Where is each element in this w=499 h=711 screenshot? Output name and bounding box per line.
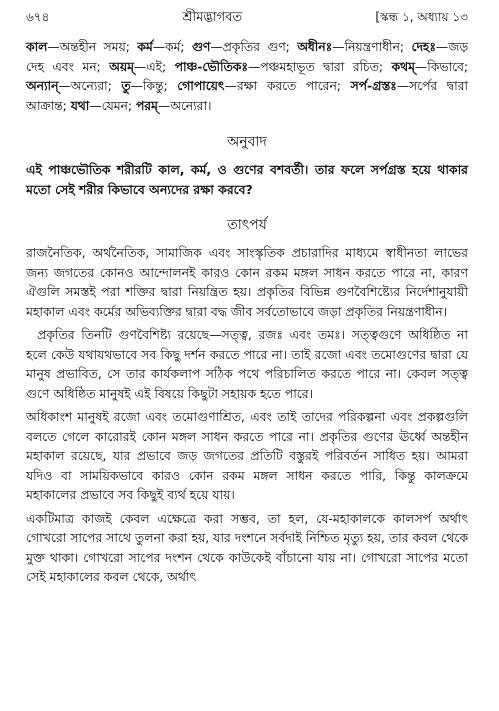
synonym-term: যথা — [70, 98, 90, 113]
synonym-meaning: —প্রকৃতির গুণ; — [210, 40, 298, 54]
purport-paragraph: অধিকাংশ মানুষই রজো এবং তমোগুণাশ্রিত, এবং তাই তাদের পরিকল্পনা এবং প্রকল্পগুলি বলতে গেলে কারোরই কোন মঙ্গল সাধন করতে পারে না। প্রকৃতির গুণের ঊর্ধ্বে অন্তহীন মহাকাল রয়েছে, যার প্রভাবে জড় জগতের প্রতিটি বস্তুরই পরিবর্তন সাধিত হয়। আমরা যদিও বা সাময়িকভাবে কারও কোন রকম মঙ্গল সাধন করতে পারি, কিন্তু কালক্রমে মহাকালের প্রভাবে সব কিছুই ব্যর্থ হয়ে যায়। — [26, 409, 468, 503]
synonym-term: কর্ম — [137, 40, 153, 54]
synonym-meaning: —অন্যেরা। — [157, 98, 212, 113]
synonym-meaning: —রক্ষা করতে পারেন; — [224, 79, 351, 94]
word-for-word-synonyms — [26, 38, 468, 116]
synonym-meaning: —অন্যেরা; — [58, 79, 122, 94]
synonym-term: অয়ম্ — [109, 59, 134, 74]
purport-paragraph: প্রকৃতির তিনটি গুণবৈশিষ্ট্য রয়েছে—সত্ত্ব, রজঃ এবং তমঃ। সত্ত্বগুণে অধিষ্ঠিত না হলে কেউ যথাযথভাবে সব কিছু দর্শন করতে পারে না। তাই রজো এবং তমোগুণের দ্বারা যে মানুষ প্রভাবিত, সে তার কার্যকলাপ সঠিক পথে পরিচালিত করতে পারে না। কেবল সত্ত্ব গুণে অধিষ্ঠিত মানুষই এই বিষয়ে কিছুটা সহায়ক হতে পারে। — [26, 327, 468, 401]
synonym-meaning: —জড় দেহ এবং মন; — [26, 40, 468, 74]
synonym-meaning: —নিয়ন্ত্রণাধীন; — [332, 40, 412, 54]
synonym-meaning: —যেমন; — [89, 98, 136, 113]
page-number: ৬৭৪ — [26, 10, 50, 24]
page-header — [26, 8, 468, 30]
synonym-meaning: —কিন্তু; — [130, 79, 178, 94]
purport-body — [26, 243, 468, 587]
synonym-meaning: —সর্পের দ্বারা আক্রান্ত; — [26, 79, 468, 113]
synonym-term: কথম্ — [391, 59, 415, 74]
chapter-reference: [স্কন্ধ ১, অধ্যায় ১৩ — [375, 10, 468, 24]
synonym-meaning: —পঞ্চমহাভূত দ্বারা রচিত; — [247, 59, 392, 74]
synonym-term: গোপায়েৎ — [177, 79, 225, 94]
synonym-term: পরম্ — [135, 98, 158, 113]
synonym-term: অন্যান্ — [26, 79, 59, 94]
synonym-term: তু — [121, 79, 131, 94]
purport-heading: তাৎপর্য — [227, 217, 267, 234]
purport-paragraph: একটিমাত্র কাজই কেবল এক্ষেত্রে করা সম্ভব, তা হল, যে-মহাকালকে কালসর্প অর্থাৎ গোখরো সাপের সাথে তুলনা করা হয়, যার দংশনে সর্বদাই নিশ্চিত মৃত্যু হয়, তার কবল থেকে মুক্ত থাকা। গোখরো সাপের দংশন থেকে কাউকেই বাঁচানো যায় না। গোখরো সাপের মতো সেই মহাকালের কবল থেকে, অর্থাৎ — [26, 510, 468, 585]
translation-text: এই পাঞ্চভৌতিক শরীরটি কাল, কর্ম, ও গুণের বশবর্তী। তার ফলে সর্পগ্রস্ত হয়ে থাকার মতো সেই শরীর কিভাবে অন্যদের রক্ষা করবে? — [26, 162, 468, 197]
book-title: শ্রীমদ্ভাগবত — [182, 10, 243, 25]
synonym-term: গুণ — [191, 40, 211, 54]
synonym-term: কাল — [26, 40, 48, 54]
synonym-meaning: —এই; — [133, 59, 175, 74]
translation-heading: অনুবাদ — [227, 134, 267, 151]
synonym-meaning: —অন্তহীন সময়; — [47, 40, 138, 54]
synonym-meaning: —কর্ম; — [152, 40, 192, 54]
purport-paragraph: রাজনৈতিক, অর্থনৈতিক, সামাজিক এবং সাংস্কৃতিক প্রচারাদির মাধ্যমে স্বাধীনতা লাভের জন্য জগতের কোনও আন্দোলনই কারও কোন রকম মঙ্গল সাধন করতে পারে না, কারণ ঐগুলি সমস্তই পরা শক্তির দ্বারা নিয়ন্ত্রিত হয়। প্রকৃতির বিভিন্ন গুণবৈশিষ্ট্যের নির্দেশানুযায়ী মহাকাল এবং কর্মের অভিব্যক্তির দ্বারা বদ্ধ জীব সর্বতোভাবে জড়া প্রকৃতির নিয়ন্ত্রণাধীন। — [26, 245, 468, 319]
synonym-term: সর্প-গ্রস্তঃ — [350, 79, 397, 94]
synonym-term: অধীনঃ — [297, 40, 333, 54]
synonym-meaning: —কিভাবে; — [414, 59, 468, 74]
synonym-term: দেহঃ — [411, 40, 436, 54]
synonym-term: পাঞ্চ-ভৌতিকঃ — [174, 59, 248, 74]
